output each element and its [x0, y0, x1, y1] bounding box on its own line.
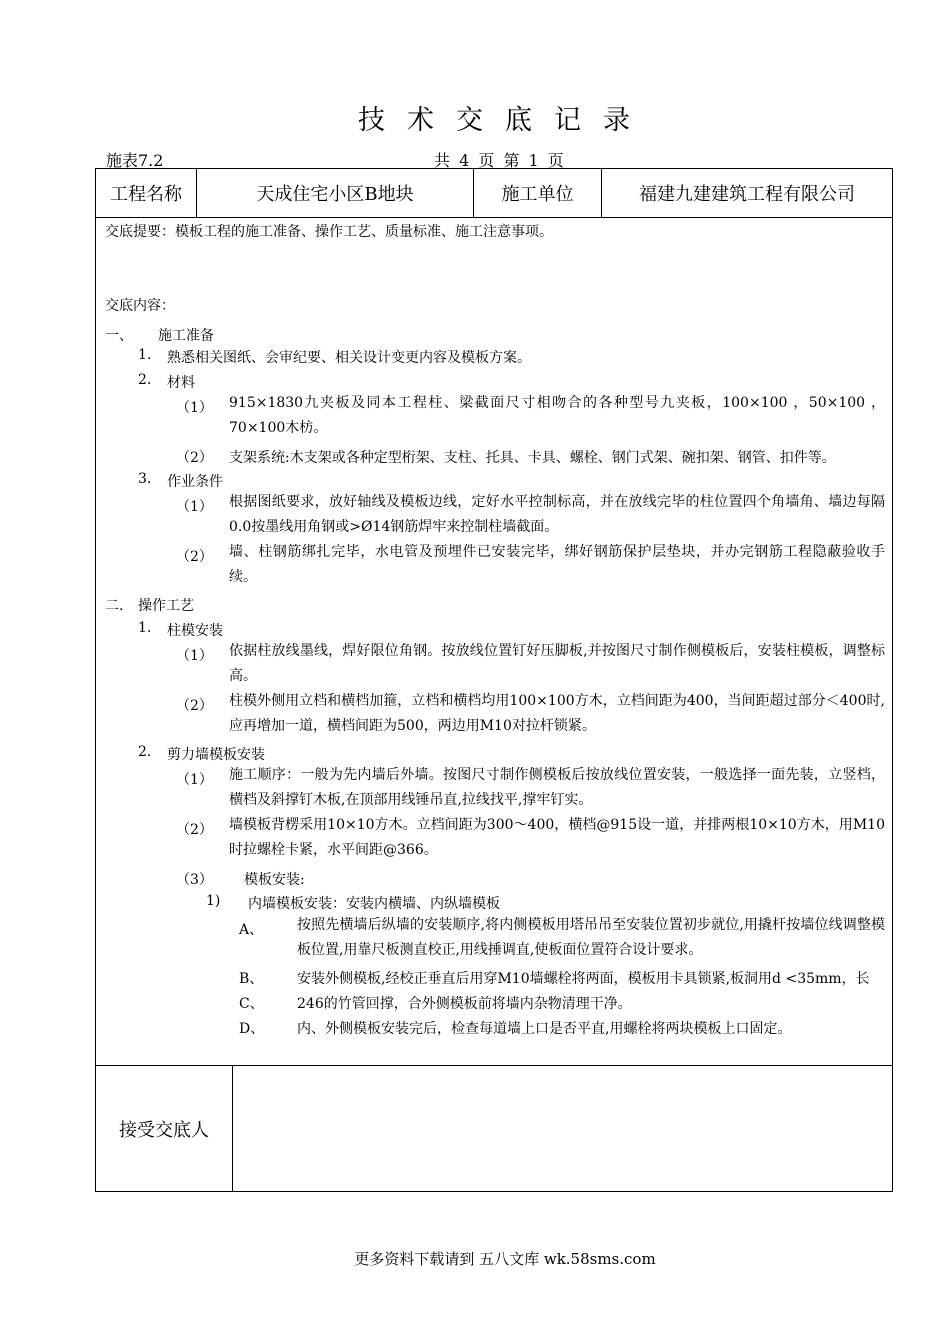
- section-2-title: 操作工艺: [138, 598, 194, 614]
- sub-item-number: （3）: [176, 872, 213, 888]
- sub-item-number: （1）: [176, 772, 213, 788]
- construction-unit-value: 福建九建建筑工程有限公司: [639, 184, 855, 205]
- form-number: 施表7.2: [106, 151, 164, 170]
- step-letter: D、: [239, 1021, 265, 1037]
- sub-item-number: （2）: [176, 698, 213, 714]
- project-name-value: 天成住宅小区B地块: [256, 184, 414, 205]
- header-divider: [96, 217, 892, 218]
- step-text: 内墙模板安装：安装内横墙、内纵墙模板: [248, 896, 500, 912]
- footer-link[interactable]: 更多资料下载请到 五八文库 wk.58sms.com: [354, 1250, 656, 1268]
- sub-item-number: （2）: [176, 450, 213, 466]
- document-title: 技术交底记录: [358, 105, 652, 136]
- sub-item-number: （1）: [176, 648, 213, 664]
- sub-item-text: 依据柱放线墨线，焊好限位角钢。按放线位置钉好压脚板,并按图尺寸制作侧模板后，安装柱模板，调整标高。: [229, 643, 885, 684]
- sub-item-text: 根据图纸要求，放好轴线及模板边线，定好水平控制标高，并在放线完毕的柱位置四个角墙角、墙边每隔0.0按墨线用角钢或>Ø14钢筋焊牢来控制柱墙截面。: [229, 494, 885, 535]
- content-label: 交底内容：: [105, 298, 175, 314]
- item-text: 材料: [167, 375, 195, 391]
- step-letter-text: 246的竹管回撑，合外侧模板前将墙内杂物清理干净。: [297, 996, 632, 1012]
- step-letter-text: 按照先横墙后纵墙的安装顺序,将内侧模板用塔吊吊至安装位置初步就位,用撬杆按墙位线调整模板位置,用靠尺板测直校正,用线捶调直,使板面位置符合设计要求。: [297, 917, 885, 958]
- sub-item-text: 施工顺序：一般为先内墙后外墙。按图尺寸制作侧模板后按放线位置安装，一般选择一面先装，立竖档，横档及斜撑钉木板,在顶部用线锤吊直,拉线找平,撑牢钉实。: [229, 767, 885, 808]
- item-text: 作业条件: [167, 474, 223, 490]
- sub-item-text: 墙模板背楞采用10×10方木。立档间距为300～400，横档@915设一道，并排两根10×10方木，用M10时拉螺栓卡紧，水平间距@366。: [229, 817, 885, 858]
- sub-item-text: 915×1830九夹板及同本工程柱、梁截面尺寸相吻合的各种型号九夹板，100×100 ，50×100 ，70×100木枋。: [229, 395, 885, 436]
- sub-item-number: （2）: [176, 549, 213, 565]
- sub-item-text: 模板安装:: [244, 872, 305, 888]
- step-letter: C、: [239, 996, 264, 1012]
- step-letter: A、: [239, 922, 264, 938]
- item-number: 3.: [138, 471, 152, 487]
- project-name-label: 工程名称: [110, 184, 182, 205]
- item-text: 柱模安装: [167, 623, 223, 639]
- item-text: 熟悉相关图纸、会审纪要、相关设计变更内容及模板方案。: [167, 350, 531, 366]
- sub-item-text: 柱模外侧用立档和横档加箍，立档和横档均用100×100方木，立档间距为400，当间距超过部分＜400时,应再增加一道，横档间距为500，两边用M10对拉杆锁紧。: [229, 693, 885, 734]
- receiver-label: 接受交底人: [119, 1119, 209, 1141]
- step-letter-text: 内、外侧模板安装完后，检查每道墙上口是否平直,用螺栓将两块模板上口固定。: [297, 1021, 792, 1037]
- sub-item-number: （1）: [176, 499, 213, 515]
- item-number: 2.: [138, 744, 152, 760]
- step-number: 1): [206, 893, 221, 909]
- receiver-signature-field[interactable]: [233, 1066, 892, 1191]
- sub-item-text: 支架系统:木支架或各种定型桁架、支柱、托具、卡具、螺栓、钢门式架、碗扣架、钢管、扣件等。: [229, 450, 836, 466]
- item-number: 1.: [138, 347, 152, 363]
- step-letter: B、: [239, 971, 264, 987]
- step-letter-text: 安装外侧模板,经校正垂直后用穿M10墙螺栓将两面，模板用卡具锁紧,板洞用d <35mm，长: [297, 971, 870, 987]
- sub-item-number: （2）: [176, 822, 213, 838]
- item-number: 1.: [138, 620, 152, 636]
- sub-item-number: （1）: [176, 400, 213, 416]
- section-1-title: 施工准备: [158, 328, 214, 344]
- sub-item-text: 墙、柱钢筋绑扎完毕，水电管及预埋件已安装完毕，绑好钢筋保护层垫块，并办完钢筋工程隐蔽验收手续。: [229, 544, 885, 585]
- record-table: [95, 168, 893, 1192]
- page-info: 共 4 页 第 1 页: [434, 151, 564, 170]
- item-text: 剪力墙模板安装: [167, 747, 265, 763]
- section-1-number: 一、: [105, 328, 133, 344]
- section-2-number: 二.: [105, 598, 124, 614]
- item-number: 2.: [138, 372, 152, 388]
- construction-unit-label: 施工单位: [501, 184, 574, 205]
- summary-text: 交底提要：模板工程的施工准备、操作工艺、质量标准、施工注意事项。: [105, 224, 553, 240]
